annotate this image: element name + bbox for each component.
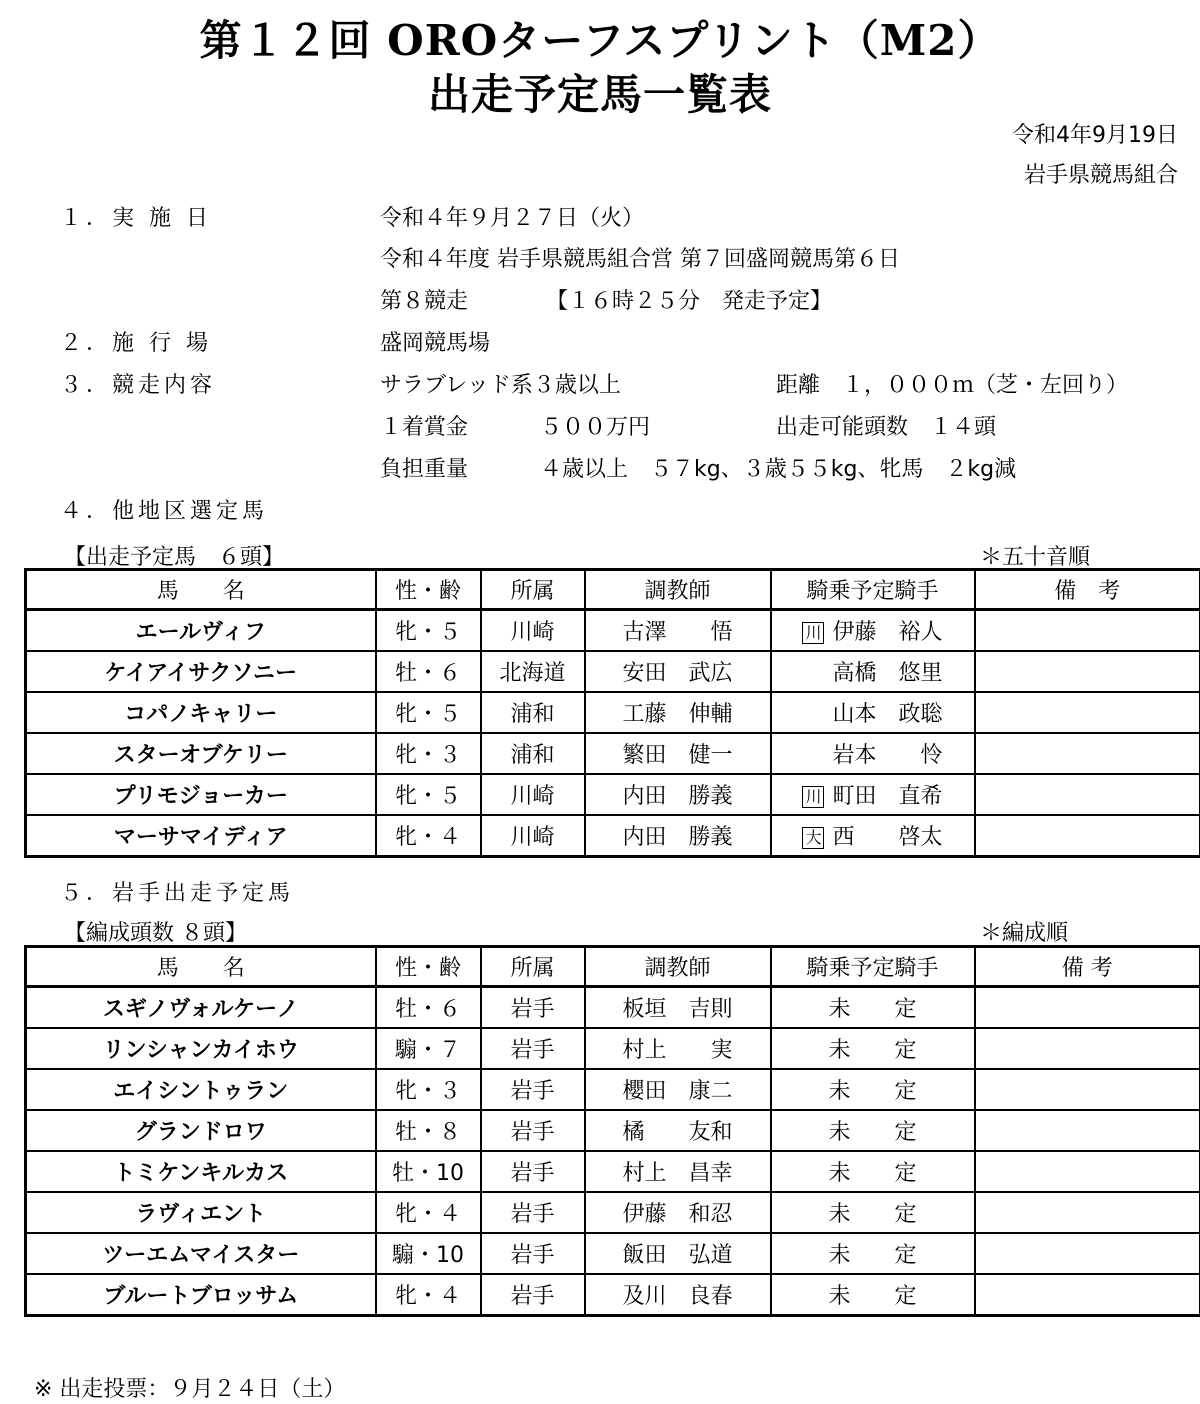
race-number: 第８競走 <box>380 289 469 314</box>
trainer-cell: 内田 勝義 <box>585 774 771 815</box>
table-row <box>26 692 1200 733</box>
col-header-horse-name: 馬 名 <box>26 947 376 987</box>
remarks-cell <box>975 692 1200 733</box>
horse-name-cell: ケイアイサクソニー <box>26 651 376 692</box>
trainer-cell: 板垣 吉則 <box>585 987 771 1029</box>
trainer-cell: 内田 勝義 <box>585 815 771 857</box>
affiliation-cell: 岩手 <box>481 1274 585 1316</box>
affiliation-cell: 岩手 <box>481 1069 585 1110</box>
affiliation-cell: 岩手 <box>481 1151 585 1192</box>
post-time: 【１６時２５分 発走予定】 <box>546 289 833 314</box>
table-header-row <box>26 947 1200 987</box>
table2-caption: 【編成頭数 ８頭】 <box>64 921 247 946</box>
table-row <box>26 987 1200 1029</box>
remarks-cell <box>975 1233 1200 1274</box>
section-3-label: ３．競走内容 <box>60 373 217 398</box>
affiliation-cell: 岩手 <box>481 1233 585 1274</box>
affiliation-cell: 岩手 <box>481 1192 585 1233</box>
table1-caption: 【出走予定馬 ６頭】 <box>64 545 285 570</box>
table2-sort-note: ＊編成順 <box>980 921 1069 946</box>
trainer-cell: 繁田 健一 <box>585 733 771 774</box>
iwate-horses-table <box>24 945 1200 1317</box>
col-header-remarks: 備 考 <box>975 947 1200 987</box>
trainer-cell: 工藤 伸輔 <box>585 692 771 733</box>
runner-capacity: 出走可能頭数 １４頭 <box>776 415 997 440</box>
race-date: 令和４年９月２７日（火） <box>380 206 645 231</box>
remarks-cell <box>975 987 1200 1029</box>
sex-age-cell: 牡・８ <box>376 1110 481 1151</box>
table-row <box>26 1233 1200 1274</box>
trainer-cell: 飯田 弘道 <box>585 1233 771 1274</box>
sex-age-cell: 牝・４ <box>376 1192 481 1233</box>
sex-age-cell: 牝・５ <box>376 692 481 733</box>
horse-name-cell: リンシャンカイホウ <box>26 1028 376 1069</box>
table-row <box>26 1151 1200 1192</box>
issuer-name: 岩手県競馬組合 <box>1023 163 1178 188</box>
jockey-cell <box>771 692 975 733</box>
table-row <box>26 774 1200 815</box>
col-header-affiliation: 所属 <box>481 570 585 610</box>
col-header-sex-age: 性・齢 <box>376 570 481 610</box>
remarks-cell <box>975 610 1200 652</box>
jockey-cell <box>771 733 975 774</box>
affiliation-cell: 川崎 <box>481 610 585 652</box>
trainer-cell: 伊藤 和忍 <box>585 1192 771 1233</box>
col-header-sex-age: 性・齢 <box>376 947 481 987</box>
section-1-label: １．実 施 日 <box>60 206 212 231</box>
jockey-name: 高橋 悠里 <box>832 661 943 686</box>
horse-name-cell: プリモジョーカー <box>26 774 376 815</box>
jockey-cell <box>771 610 975 652</box>
section-5-label: ５．岩手出走予定馬 <box>60 881 295 906</box>
jockey-name: 伊藤 裕人 <box>832 620 943 645</box>
remarks-cell <box>975 1110 1200 1151</box>
sex-age-cell: 牝・４ <box>376 815 481 857</box>
affiliation-cell: 浦和 <box>481 733 585 774</box>
horse-name-cell: ツーエムマイスター <box>26 1233 376 1274</box>
remarks-cell <box>975 1151 1200 1192</box>
affiliation-badge: 川 <box>802 622 824 644</box>
jockey-cell: 未 定 <box>771 1233 975 1274</box>
col-header-jockey: 騎乗予定騎手 <box>771 947 975 987</box>
sex-age-cell: 牡・10 <box>376 1151 481 1192</box>
remarks-cell <box>975 1069 1200 1110</box>
table-row <box>26 733 1200 774</box>
section-2-label: ２．施 行 場 <box>60 331 212 356</box>
jockey-cell <box>771 651 975 692</box>
table1-sort-note: ＊五十音順 <box>980 545 1091 570</box>
remarks-cell <box>975 1028 1200 1069</box>
affiliation-badge: 大 <box>802 827 824 849</box>
jockey-name: 町田 直希 <box>832 784 943 809</box>
sex-age-cell: 騸・10 <box>376 1233 481 1274</box>
sex-age-cell: 牝・５ <box>376 610 481 652</box>
trainer-cell: 櫻田 康二 <box>585 1069 771 1110</box>
jockey-cell <box>771 774 975 815</box>
table-row <box>26 1274 1200 1316</box>
jockey-cell: 未 定 <box>771 987 975 1029</box>
horse-name-cell: コパノキャリー <box>26 692 376 733</box>
table-row <box>26 1192 1200 1233</box>
jockey-cell: 未 定 <box>771 1274 975 1316</box>
race-conditions: サラブレッド系３歳以上 <box>380 373 621 398</box>
trainer-cell: 及川 良春 <box>585 1274 771 1316</box>
affiliation-cell: 岩手 <box>481 1028 585 1069</box>
remarks-cell <box>975 815 1200 857</box>
horse-name-cell: ブルートブロッサム <box>26 1274 376 1316</box>
weight-label: 負担重量 <box>380 457 469 482</box>
trainer-cell: 安田 武広 <box>585 651 771 692</box>
trainer-cell: 村上 昌幸 <box>585 1151 771 1192</box>
affiliation-cell: 岩手 <box>481 987 585 1029</box>
remarks-cell <box>975 774 1200 815</box>
entry-vote-footnote: ※ 出走投票：９月２４日（土） <box>34 1377 346 1402</box>
sex-age-cell: 牝・４ <box>376 1274 481 1316</box>
affiliation-cell: 川崎 <box>481 774 585 815</box>
jockey-cell <box>771 815 975 857</box>
jockey-cell: 未 定 <box>771 1110 975 1151</box>
horse-name-cell: ラヴィエント <box>26 1192 376 1233</box>
other-region-horses-table <box>24 568 1200 858</box>
affiliation-cell: 北海道 <box>481 651 585 692</box>
trainer-cell: 村上 実 <box>585 1028 771 1069</box>
horse-name-cell: マーサマイディア <box>26 815 376 857</box>
section-4-label: ４．他地区選定馬 <box>60 499 269 524</box>
page-title: 第１２回 OROターフスプリント（M2） <box>199 16 1001 65</box>
jockey-cell: 未 定 <box>771 1028 975 1069</box>
trainer-cell: 古澤 悟 <box>585 610 771 652</box>
race-meeting: 令和４年度 岩手県競馬組合営 第７回盛岡競馬第６日 <box>380 247 900 272</box>
sex-age-cell: 牝・５ <box>376 774 481 815</box>
table-row <box>26 815 1200 857</box>
horse-name-cell: トミケンキルカス <box>26 1151 376 1192</box>
jockey-cell: 未 定 <box>771 1151 975 1192</box>
col-header-trainer: 調教師 <box>585 570 771 610</box>
sex-age-cell: 牝・３ <box>376 1069 481 1110</box>
affiliation-cell: 岩手 <box>481 1110 585 1151</box>
prize-label: １着賞金 <box>380 415 469 440</box>
sex-age-cell: 牝・３ <box>376 733 481 774</box>
table-row <box>26 1069 1200 1110</box>
affiliation-badge: 川 <box>802 786 824 808</box>
sex-age-cell: 騸・７ <box>376 1028 481 1069</box>
horse-name-cell: スターオブケリー <box>26 733 376 774</box>
issue-date: 令和4年9月19日 <box>1012 123 1178 148</box>
col-header-jockey: 騎乗予定騎手 <box>771 570 975 610</box>
table-row <box>26 1110 1200 1151</box>
col-header-horse-name: 馬 名 <box>26 570 376 610</box>
col-header-affiliation: 所属 <box>481 947 585 987</box>
race-distance: 距離 １，０００ｍ（芝・左回り） <box>776 373 1129 398</box>
weight-value: ４歳以上 ５７kg、３歳５５kg、牝馬 ２kg減 <box>540 457 1017 482</box>
col-header-remarks: 備 考 <box>975 570 1200 610</box>
table-header-row <box>26 570 1200 610</box>
horse-name-cell: エイシントゥラン <box>26 1069 376 1110</box>
affiliation-cell: 川崎 <box>481 815 585 857</box>
horse-name-cell: スギノヴォルケーノ <box>26 987 376 1029</box>
table-row <box>26 610 1200 652</box>
horse-name-cell: グランドロワ <box>26 1110 376 1151</box>
venue: 盛岡競馬場 <box>380 331 491 356</box>
remarks-cell <box>975 1274 1200 1316</box>
sex-age-cell: 牡・６ <box>376 987 481 1029</box>
remarks-cell <box>975 651 1200 692</box>
jockey-name: 西 啓太 <box>832 825 943 850</box>
sex-age-cell: 牡・６ <box>376 651 481 692</box>
table-row <box>26 651 1200 692</box>
prize-value: ５００万円 <box>540 415 651 440</box>
remarks-cell <box>975 733 1200 774</box>
affiliation-cell: 浦和 <box>481 692 585 733</box>
jockey-name: 岩本 怜 <box>832 743 943 768</box>
trainer-cell: 橘 友和 <box>585 1110 771 1151</box>
remarks-cell <box>975 1192 1200 1233</box>
jockey-cell: 未 定 <box>771 1192 975 1233</box>
page-subtitle: 出走予定馬一覧表 <box>427 70 772 119</box>
jockey-name: 山本 政聡 <box>832 702 943 727</box>
jockey-cell: 未 定 <box>771 1069 975 1110</box>
horse-name-cell: エールヴィフ <box>26 610 376 652</box>
table-row <box>26 1028 1200 1069</box>
col-header-trainer: 調教師 <box>585 947 771 987</box>
